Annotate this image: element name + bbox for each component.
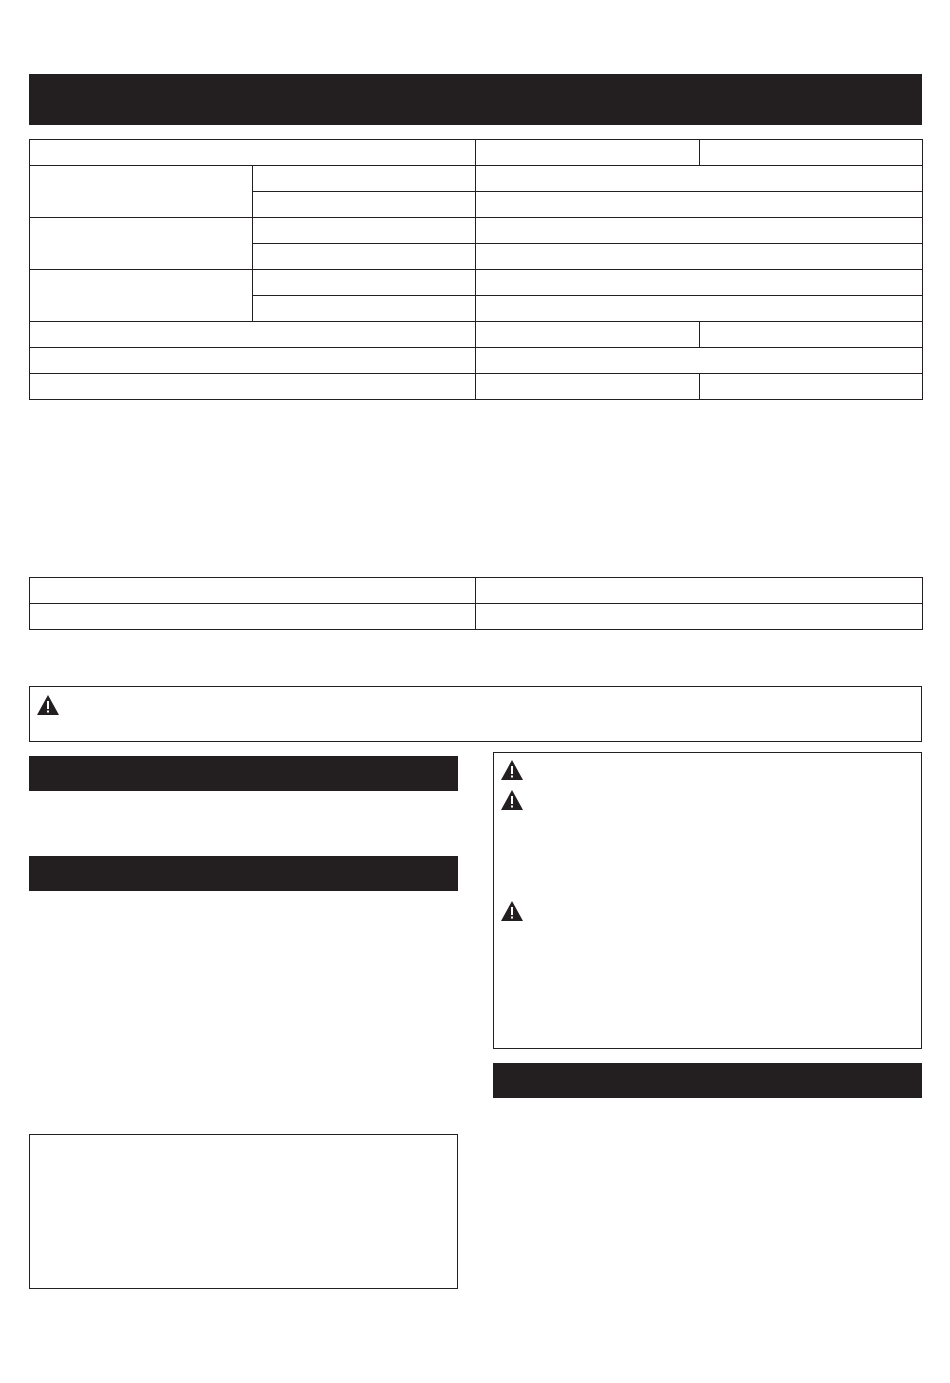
table-cell (476, 166, 923, 192)
table-cell (30, 140, 476, 166)
table-cell (476, 140, 700, 166)
table-cell (476, 604, 923, 630)
table-cell (30, 604, 476, 630)
info-table (29, 577, 923, 630)
note-box (29, 1134, 458, 1289)
warning-triangle-icon (500, 759, 524, 781)
table-cell (253, 244, 476, 270)
table-cell (476, 218, 923, 244)
table-row (30, 348, 923, 374)
table-row (30, 140, 923, 166)
table-cell (253, 192, 476, 218)
table-cell (476, 322, 700, 348)
table-row (30, 322, 923, 348)
table-cell (700, 374, 923, 400)
table-cell (30, 166, 253, 218)
table-cell (30, 218, 253, 270)
table-cell (700, 322, 923, 348)
section-body (29, 899, 458, 1119)
table-cell (476, 270, 923, 296)
warning-box (493, 752, 922, 1049)
section-body (29, 799, 458, 847)
table-cell (30, 348, 476, 374)
spec-table (29, 139, 923, 400)
table-cell (476, 348, 923, 374)
section-body (493, 1106, 922, 1286)
table-cell (476, 296, 923, 322)
table-row (30, 166, 923, 192)
table-row (30, 374, 923, 400)
table-cell (253, 218, 476, 244)
table-cell (253, 296, 476, 322)
table-row (30, 604, 923, 630)
notice-box (29, 686, 922, 742)
table-cell (476, 578, 923, 604)
section-bar (493, 1063, 922, 1098)
table-cell (476, 244, 923, 270)
table-cell (253, 270, 476, 296)
header-bar (29, 74, 922, 125)
table-row (30, 270, 923, 296)
table-cell (30, 270, 253, 322)
section-bar (29, 756, 458, 791)
table-cell (700, 140, 923, 166)
warning-triangle-icon (500, 900, 524, 922)
table-row (30, 578, 923, 604)
warning-triangle-icon (36, 694, 60, 716)
table-cell (30, 322, 476, 348)
table-cell (30, 374, 476, 400)
table-cell (253, 166, 476, 192)
table-cell (476, 374, 700, 400)
table-row (30, 218, 923, 244)
warning-triangle-icon (500, 789, 524, 811)
table-cell (476, 192, 923, 218)
section-bar (29, 856, 458, 891)
table-cell (30, 578, 476, 604)
